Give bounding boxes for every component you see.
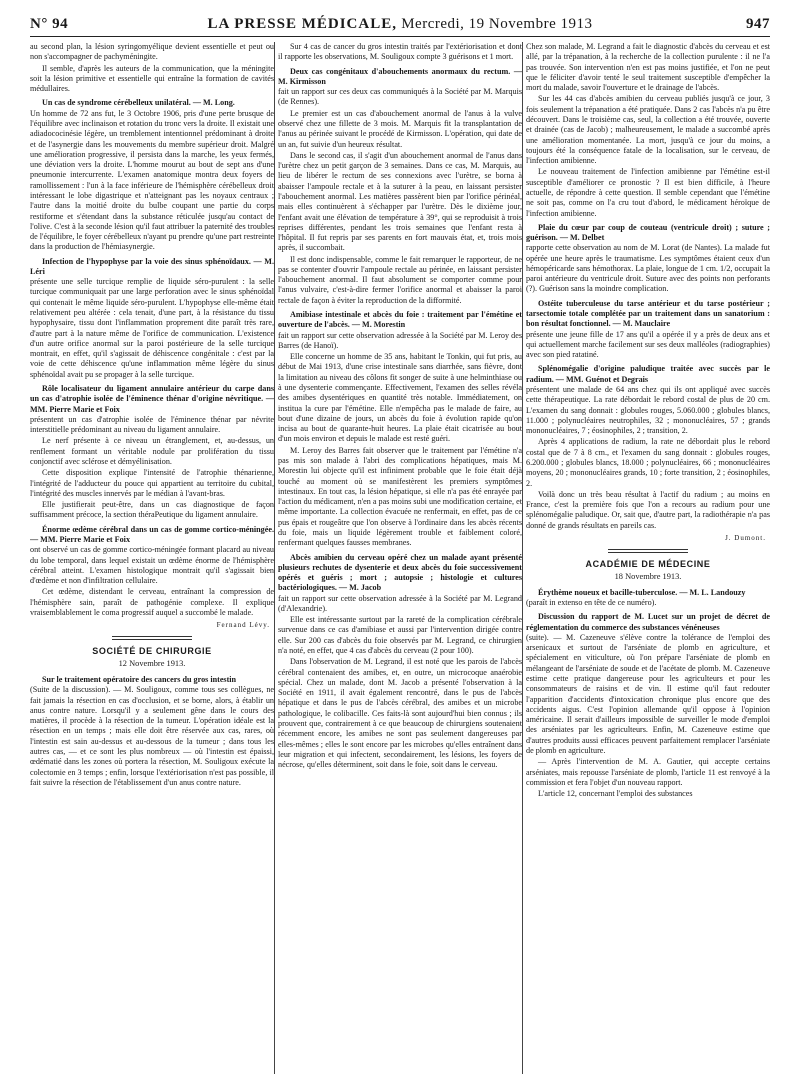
paragraph: Le premier est un cas d'abouchement anormal de l'anus à la vulve observé chez une fillette de 3 mois. M. Marquis fit la transplantation de l'anus au périnée suivant le procédé de Kirmisson. L'opération, qui date de un an, fut suivie d'un heureux résultat. [278, 108, 522, 149]
paragraph: présentent un cas d'atrophie isolée de l'éminence thénar par névrite interstitielle prédominant au niveau du ligament annulaire. [30, 414, 274, 435]
article-heading: Deux cas congénitaux d'abouchements anormaux du rectum. — M. Kirmisson [278, 66, 522, 86]
author-signature: J. Dumont. [725, 533, 766, 542]
issue-date: Mercredi, 19 Novembre 1913 [401, 16, 593, 32]
paragraph: rapporte cette observation au nom de M. Lorat (de Nantes). La malade fut opérée une heure après le traumatisme. Les symptômes étaient ceux d'un hémopéricarde sans hémothorax. La plaie, longue de 1 cm. 1/2, occupait la paroi antérieure du ventricule droit. Suture avec des points non perforants (?). Guérison sans la moindre complication. [526, 243, 770, 294]
paragraph: Chez son malade, M. Legrand a fait le diagnostic d'abcès du cerveau et est allé, par la trépanation, à la recherche de la collection purulente : il ne l'a pas trouvée. Son intervention n'en est pas moins justifiée, et l'on ne peut que le féliciter d'avoir tenté le seul traitement susceptible d'empêcher la mort du malade, savoir l'ouverture et le drainage de l'abcès. [526, 42, 770, 93]
article-heading: Rôle localisateur du ligament annulaire antérieur du carpe dans un cas d'atrophie isolée de l'éminence thénar d'origine névritique. — MM. Pierre Marie et Foix [30, 384, 274, 414]
article-heading: Sur le traitement opératoire des cancers du gros intestin [42, 675, 237, 685]
author-signature: Fernand Lévy. [216, 621, 270, 630]
paragraph: M. Leroy des Barres fait observer que le traitement par l'émétine n'a pas mis son malade à l'abri des complications hépatiques, mais M. Morestin lui objecte qu'il est infiniment probable que le foie était déjà touché au moment où se manifestèrent les premiers symptômes intestinaux. En tout cas, la lésion hépatique, si elle n'a pas été enrayée par l'action du médicament, n'en a pas moins subi une modification certaine, et même importante. La collection évacuée ne renfermait, en effet, pas de ce pus épais et rougeâtre que l'on observe à l'ordinaire dans les abcès récents du foie, mais un liquide légèrement trouble et faiblement coloré, renfermant quelques fausses membranes. [278, 445, 522, 548]
article-heading: Abcès amibien du cerveau opéré chez un malade ayant présenté plusieurs rechutes de dysenterie et deux abcès du foie successivement opérés et guéris ; mort ; autopsie ; histologie et cultures bactériologiques. — M. Jacob [278, 552, 522, 593]
article-heading: Un cas de syndrome cérébelleux unilatéral. — M. Long. [42, 98, 235, 108]
section-divider [112, 636, 192, 640]
section-title: ACADÉMIE DE MÉDECINE [585, 559, 711, 570]
paragraph: Cet œdème, distendant le cerveau, entraînant la compression de l'hémisphère sain, paraît de pathogénie complexe. Il explique vraisemblablement le coma progressif auquel a succombé le malade. [30, 587, 274, 617]
paragraph: fait un rapport sur cette observation adressée à la Société par M. Legrand (d'Alexandrie). [278, 593, 522, 613]
section-title: SOCIÉTÉ DE CHIRURGIE [92, 646, 212, 657]
section-date: 18 Novembre 1913. [614, 571, 682, 581]
paragraph: Il est donc indispensable, comme le fait remarquer le rapporteur, de ne pas se contenter d'ouvrir l'ampoule rectale au périnée, en laissant persister l'abouchement anormal. Il faut absolument se comporter comme pour l'anus vulvaire, c'est-à-dire fermer l'orifice anormal et abaisser la paroi rectale de façon à éviter la reproduction de la difformité. [278, 254, 522, 305]
paragraph: Elle est intéressante surtout par la rareté de la complication cérébrale survenue dans ce cas d'amibiase et aussi par l'intervention dirigée contre elle. Sur 200 cas d'abcès du foie observés par M. Legrand, ce chirurgien n'a noté, en effet, que 4 cas d'abcès du cerveau (2 pour 100). [278, 615, 522, 656]
paragraph: présentent une malade de 64 ans chez qui ils ont appliqué avec succès cette thérapeutique. La rate débordait le rebord costal de plus de 20 cm. L'examen du sang donnait : globules rouges, 5.060.000 ; globules blancs, 11.000 ; polynucléaires neutrophiles, 32 ; mononucléaires, 57 ; grands mononucléaires, 7 ; éosinophiles, 2 ; transition, 2. [526, 385, 770, 436]
article-heading: Infection de l'hypophyse par la voie des sinus sphénoïdaux. — M. Léri [30, 256, 274, 276]
paragraph: Elle concerne un homme de 35 ans, habitant le Tonkin, qui fut pris, au début de Mai 1913, d'une crise intestinale sans diarrhée, sans fièvre, dont la limitation au niveau des côlons fit songer de suite à une helminthiase ou à une dysenterie commençante. Effectivement, l'examen des selles révéla des amibes dysentériques en quantité très notable. Immédiatement, on institua la cure par l'émétine. Elle n'empêcha pas le malade de faire, au bout d'une dizaine de jours, un abcès du foie à évolution rapide qu'on incisa au bout de quarante-huit heures. La plaie était cicatrisée au bout d'un mois environ et depuis le malade est resté guéri. [278, 352, 522, 444]
article-heading: Ostéite tuberculeuse du tarse antérieur et du tarse postérieur ; tarsectomie totale complétée par un traitement dans un sanatorium : bon résultat fonctionnel. — M. Mauclaire [526, 298, 770, 329]
paragraph: fait un rapport sur ces deux cas communiqués à la Société par M. Marquis (de Rennes). [278, 87, 522, 107]
column-1 [30, 42, 274, 1074]
journal-title: LA PRESSE MÉDICALE, [207, 16, 397, 32]
paragraph: Le nerf présente à ce niveau un étranglement, et, au-dessus, un renflement formant un véritable nodule par prolifération du tissu conjonctif avec sclérose et démyélinisation. [30, 436, 274, 466]
paragraph: présente une selle turcique remplie de liquide séro-purulent : la selle turcique communiquait par une large perforation avec le sinus sphénoïdal qui contenait le même liquide séro-purulent. L'hypophyse elle-même était relativement peu altérée : cela tenait, d'une part, à la résistance du tissu hypophysaire, tissu dont l'inflammation proprement dite paraît très rare, d'autre part à la nature même de l'orifice de communication. L'existence d'un autre orifice anormal sur la paroi postérieure de la selle turcique montrait, en effet, qu'il s'agissait de déhiscence congénitale : c'est par la voie de cette déhiscence qu'une inflammation même légère du sinus sphénoïdal avait pu se propager à la selle turcique. [30, 277, 274, 379]
paragraph: Elle justifierait peut-être, dans un cas diagnostique de façon suffisamment précoce, la section théraPeutique du ligament annulaire. [30, 500, 274, 520]
issue-number: N° 94 [30, 16, 69, 32]
paragraph: Dans le second cas, il s'agit d'un abouchement anormal de l'anus dans l'urètre chez un petit garçon de 3 semaines. Dans ce cas, M. Marquis, au lieu de libérer le rectum de ses connexions avec l'urètre, se borna à abaisser l'ampoule rectale et à la suturer à la peau, en laissant persister l'abouchement anormal. Les matières passèrent bien par l'orifice périnéal, mais elles continuèrent à s'échapper par l'urètre. Dès le dixième jour, l'enfant avait une élévation de température à 39°, qui se reproduisit à trois reprises différentes, pendant les trois semaines que l'enfant resta à l'hôpital. Il fut repris par ses parents en fort mauvais état, et, trois mois après, il succombait. [278, 150, 522, 253]
page-header [30, 14, 770, 37]
page-number: 947 [746, 16, 770, 32]
paragraph: Après 4 applications de radium, la rate ne débordait plus le rebord costal que de 7 à 8 cm., et l'examen du sang donnait : globules rouges, 6.200.000 ; globules blancs, 18.000 ; polynucléaires, 66 ; mononucléaires moyens, 20 ; mononucléaires grands, 10 ; forte transition, 2 ; éosinophiles, 2. [526, 437, 770, 488]
paragraph: fait un rapport sur cette observation adressée à la Société par M. Leroy des Barres (de Hanoï). [278, 330, 522, 350]
paragraph: Il semble, d'après les auteurs de la communication, que la méningite soit la lésion primitive et essentielle qui entraîne la formation de cavités médullaires. [30, 63, 274, 94]
paragraph: Sur les 44 cas d'abcès amibien du cerveau publiés jusqu'à ce jour, 3 fois seulement la trépanation a été pratiquée. Dans 2 cas l'abcès n'a pu être découvert. Dans le troisième cas, seul, la collection a été trouvée, ouverte et drainée (cas de Jacob) ; malheureusement, le malade a succombé après une amélioration momentanée. La mort, jusqu'à ce jour du moins, a toujours été la conséquence fatale de la localisation, sur le cerveau, de l'infection amibienne. [526, 94, 770, 166]
paragraph: (suite). — M. Cazeneuve s'élève contre la tolérance de l'emploi des arsenicaux et surtout de l'arséniate de plomb en agriculture, et spécialement en viticulture, où l'on prépare l'arséniate de plomb en mélangeant de l'arséniate de soude et de l'acétate de plomb. M. Cazeneuve estime cette pratique dangereuse pour les agriculteurs et pour les consommateurs de raisins et de vin. Il estime qu'il faut redouter l'apparition d'accidents d'intoxication chronique plus encore que des accidents aigus. C'est l'opinion allemande qu'il oppose à l'opinion américaine. Il serait d'ailleurs impossible de surveiller le mode d'emploi des arséniates par les agriculteurs. Enfin, M. Cazeneuve estime que d'autres produits aussi efficaces peuvent parfaitement remplacer l'arséniate de plomb en agriculture. [526, 632, 770, 755]
paragraph: — Après l'intervention de M. A. Gautier, qui accepte certains arséniates, mais repousse l'arséniate de plomb, l'article 11 est renvoyé à la commission et fera l'objet d'un nouveau rapport. [526, 757, 770, 787]
article-heading: Plaie du cœur par coup de couteau (ventricule droit) ; suture ; guérison. — M. Delbet [526, 222, 770, 243]
paragraph: L'article 12, concernant l'emploi des substances [538, 789, 693, 799]
paragraph: Voilà donc un très beau résultat à l'actif du radium ; au moins en France, c'est la première fois que l'on a recours au radium pour une splénomégalie paludique. Or, sait que, d'autre part, la radiothérapie n'a pas donné de grands résultats en pareils cas. [526, 489, 770, 530]
paragraph: Un homme de 72 ans fut, le 3 Octobre 1906, pris d'une perte brusque de l'équilibre avec inclinaison et rotation du tronc vers la droite. Il existait une adiadococinésie légère, un tremblement intentionnel prédominant à droite et de l'asynergie dans les mouvements du membre supérieur droit. Malgré une amélioration progressive, il persista dans la marche, les yeux fermés, une déviation vers la droite. L'homme mourut au bout de sept ans d'une pneumonie intercurrente. L'examen anatomique montra deux foyers de ramollissement : l'un à la face inférieure de l'hémisphère cérébelleux droit intéressant le lobe digastrique et n'atteignant pas les noyaux centraux ; l'autre dans la moitié droite du bulbe coupant une partie du corps restiforme et s'étendant dans la substance réticulée jusqu'au contact de l'olive. C'est à la seconde lésion qu'il faut attribuer la paternité des troubles de l'équilibre, le foyer cérébelleux n'ayant pu prendre qu'une part restreinte dans la production de l'hémiasynergie. [30, 108, 274, 252]
column-rule [274, 42, 275, 1074]
paragraph: Cette disposition explique l'intensité de l'atrophie thénarienne, l'intégrité de l'adducteur du pouce qui appartient au territoire du cubital, l'intégrité des muscles innervés par le médian à l'avant-bras. [30, 468, 274, 498]
paragraph: ont observé un cas de gomme cortico-méningée formant placard au niveau du lobe temporal, dans lequel existait un œdème énorme de l'hémisphère cérébral atteint. L'examen histologique montrait qu'il s'agissait bien d'œdème et non d'infiltration cellulaire. [30, 545, 274, 586]
journal-title-line [30, 16, 770, 33]
paragraph: au second plan, la lésion syringomyélique devient essentielle et peut ou non s'accompagner de pachyméningite. [30, 42, 274, 62]
paragraph: Dans l'observation de M. Legrand, il est noté que les parois de l'abcès cérébral contenaient des amibes, et, en outre, un microcoque anaérobie spécial. Chez un malade, dont M. Jacob a présenté l'observation à la Société en 1911, il avait également rencontré, dans le pus de l'abcès hépatique et dans le pus de l'abcès cérébral, des amibes et un microbe pathologique, le colibacille. Ces faits-là sont aujourd'hui bien connus ; ils prouvent que, contrairement à ce que beaucoup de chirurgiens soutenaient récemment encore, les amibes ne sont pas seulement dangereuses par elles-mêmes ; elles le sont encore par les microbes qu'elles entraînent dans leur migration et qui infectent, secondairement, les lésions, les foyers de nécrose, qu'elles déterminent, soit dans le foie, soit dans le cerveau. [278, 657, 522, 770]
paragraph: présente une jeune fille de 17 ans qu'il a opérée il y a près de deux ans et qui actuellement marche facilement sur ses deux malléoles (radiographies) avec son pied ratatiné. [526, 329, 770, 360]
article-heading: Discussion du rapport de M. Lucet sur un projet de décret de réglementation du commerce des substances vénéneuses [526, 612, 770, 632]
column-2 [278, 42, 522, 1074]
paragraph: Sur 4 cas de cancer du gros intestin traités par l'extériorisation et dont il rapporte les observations, M. Souligoux compte 3 guérisons et 1 mort. [278, 42, 522, 62]
paragraph: Le nouveau traitement de l'infection amibienne par l'émétine est-il susceptible d'améliorer ce pronostic ? Il est bien difficile, à l'heure actuelle, de répondre à cette question. Il semble cependant que l'émétine ne soit pas, comme on l'a cru tout d'abord, le médicament héroïque de l'infection amibienne. [526, 167, 770, 218]
column-rule [522, 42, 523, 1074]
paragraph: (paraît in extenso en tête de ce numéro). [526, 598, 657, 608]
article-heading: Énorme œdème cérébral dans un cas de gomme cortico-méningée. — MM. Pierre Marie et Foix [30, 524, 274, 544]
article-heading: Érythème noueux et bacille-tuberculose. — M. L. Landouzy [538, 587, 746, 597]
article-heading: Splénomégalie d'origine paludique traitée avec succès par le radium. — MM. Guénot et Degrais [526, 364, 770, 384]
column-3 [526, 42, 770, 1074]
section-divider [608, 549, 688, 553]
article-heading: Amibiase intestinale et abcès du foie : traitement par l'émétine et ouverture de l'abcès. — M. Morestin [278, 310, 522, 330]
section-date: 12 Novembre 1913. [118, 658, 186, 668]
paragraph: (Suite de la discussion). — M. Souligoux, comme tous ses collègues, ne fait jamais la résection en cas d'occlusion, et se borne, alors, à établir un anus contre nature. Lorsqu'il y a seulement gêne dans le cours des matières, il procède à la résection de la tumeur. L'opération idéale est la résection en un temps ; mais elle doit être réservée aux cas, rares, où l'intestin est sain au-dessus et au-dessous de la tumeur ; dans tous les autres cas, — et ce sont les plus nombreux — où l'intestin est épaissi, œdématié dans les zones où portera la résection, M. Souligoux exécute la colectomie en 3 temps ; enfin, lorsque l'extériorisation n'est pas possible, il fait suivre la résection de l'établissement d'un anus contre nature. [30, 685, 274, 787]
